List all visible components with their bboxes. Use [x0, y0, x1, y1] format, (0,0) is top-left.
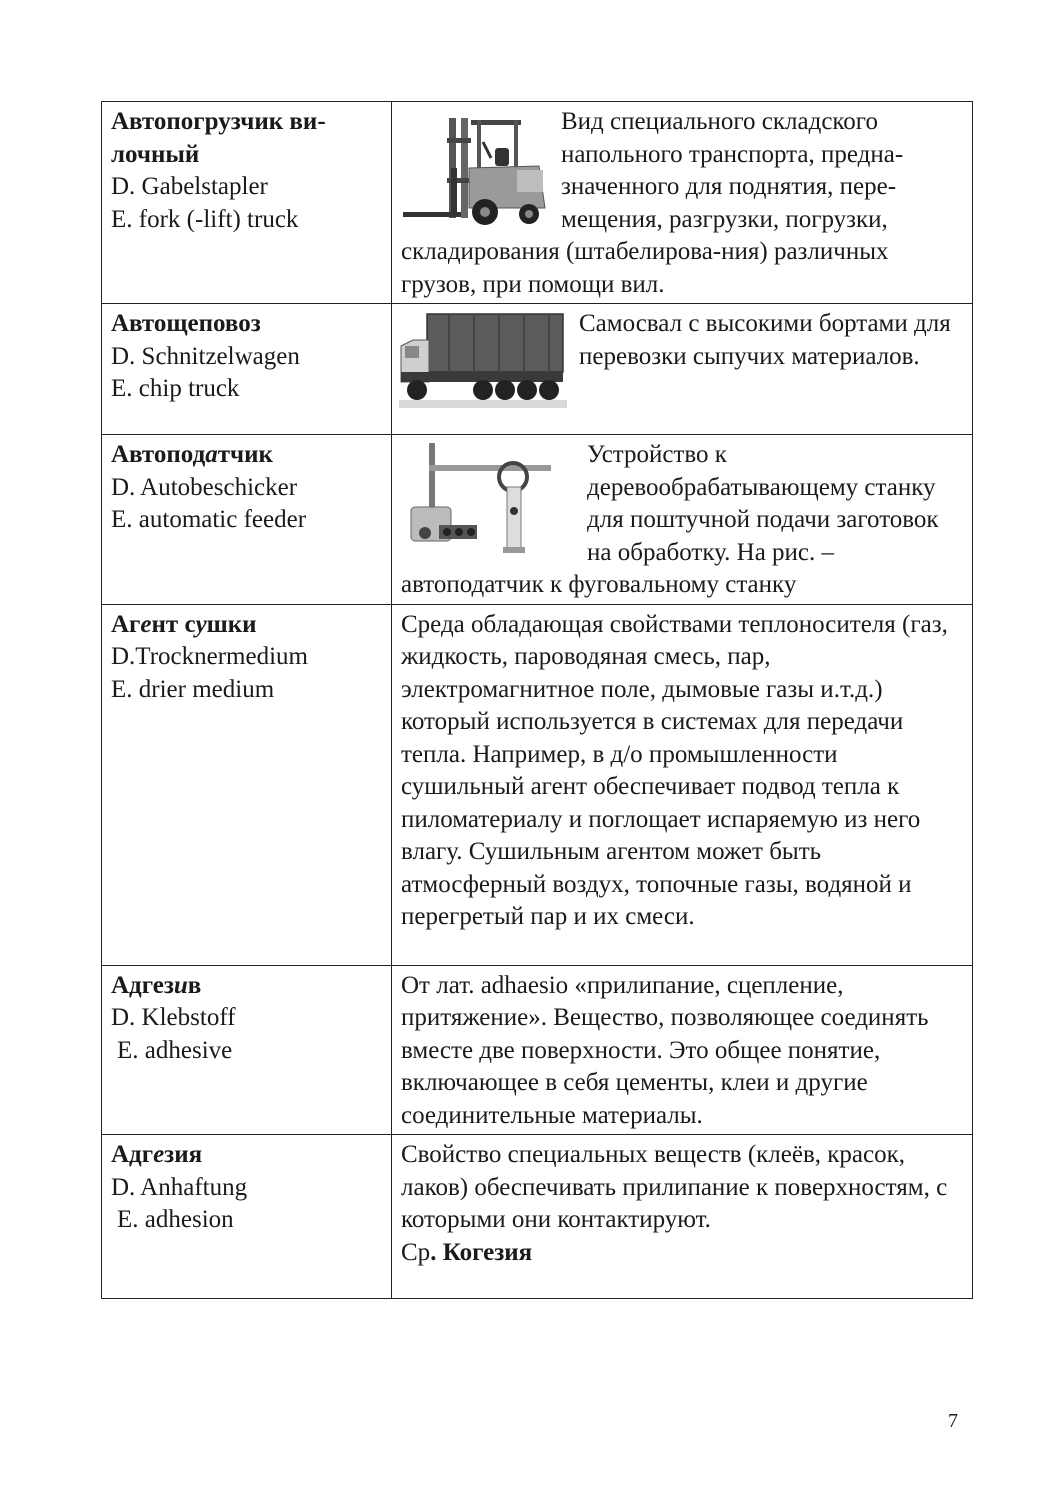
term-title: Автоподатчик	[111, 441, 273, 468]
term-german: D. Schnitzelwagen	[111, 342, 300, 370]
table-row	[102, 965, 973, 1135]
see-also-term: . Когезия	[430, 1238, 533, 1266]
definition-text: Свойство специальных веществ (клеёв, красок, лаков) обеспечивать прилипание к поверхностям, с которыми они контактируют.	[401, 1141, 948, 1233]
definition-cell	[392, 435, 973, 605]
term-english: E. automatic feeder	[111, 506, 307, 533]
table-row	[102, 1135, 973, 1299]
term-german: D. Klebstoff	[111, 1004, 236, 1031]
table-row	[102, 604, 973, 965]
definition-text: Среда обладающая свойствами теплоносителя (газ, жидкость, пароводяная смесь, пар, электромагнитное поле, дымовые газы и.т.д.) который используется в системах для передачи тепла. Например, в д/о промышленности сушильный агент обеспечивает подвод тепла к пиломатериалу и поглощает испаряемую из него влагу. Сушильным агентом может быть атмосферный воздух, топочные газы, водяной и перегретый пар и их смеси.	[401, 610, 948, 930]
definition-cell	[392, 965, 973, 1135]
term-cell	[102, 1135, 392, 1299]
definition-cell	[392, 304, 973, 435]
page-number: 7	[948, 1410, 958, 1432]
term-cell	[102, 604, 392, 965]
term-title: Автопогрузчик ви-лочный	[111, 108, 326, 168]
definition-text: Самосвал с высокими бортами для перевозки сыпучих материалов.	[579, 310, 951, 370]
term-cell	[102, 102, 392, 304]
automatic-feeder-image	[399, 441, 565, 559]
term-english: E. adhesion	[117, 1206, 234, 1233]
term-english: E. drier medium	[111, 675, 275, 703]
definition-cell	[392, 1135, 973, 1299]
term-cell	[102, 435, 392, 605]
term-title: Адгезия	[111, 1141, 203, 1168]
definition-text: От лат. adhaesio «прилипание, сцепление, притяжение». Вещество, позволяющее соединять вместе две поверхности. Это общее понятие, включающее в себя цементы, клеи и другие соединительные материалы.	[401, 971, 929, 1129]
definition-cell	[392, 102, 973, 304]
table-row	[102, 102, 973, 304]
see-also: Ср. Когезия	[401, 1238, 533, 1266]
term-german: D. Autobeschicker	[111, 473, 298, 501]
term-cell	[102, 965, 392, 1135]
term-english: E. chip truck	[111, 375, 240, 402]
term-german: D. Gabelstapler	[111, 173, 268, 200]
definition-text: Вид специального складского напольного транспорта, предна-значенного для поднятия, пере-мещения, разгрузки, погрузки, складирования (штабелирова-ния) различных грузов, при помощи вил.	[401, 108, 904, 298]
chip-truck-image	[399, 310, 567, 408]
term-german: D. Anhaftung	[111, 1173, 248, 1201]
term-cell	[102, 304, 392, 435]
term-title: Адгезив	[111, 971, 202, 999]
term-english: E. adhesive	[117, 1036, 233, 1064]
glossary-table	[101, 101, 973, 1299]
table-row	[102, 435, 973, 605]
definition-text: Устройство к деревообрабатывающему станку для поштучной подачи заготовок на обработку. На рис. – автоподатчик к фуговальному станку	[401, 441, 939, 598]
term-title: Автощеповоз	[111, 310, 261, 337]
table-row	[102, 304, 973, 435]
forklift-image	[399, 108, 549, 228]
term-english: E. fork (-lift) truck	[111, 205, 299, 233]
term-title: Агент сушки	[111, 610, 257, 638]
term-german: D.Trocknermedium	[111, 643, 308, 670]
definition-cell	[392, 604, 973, 965]
